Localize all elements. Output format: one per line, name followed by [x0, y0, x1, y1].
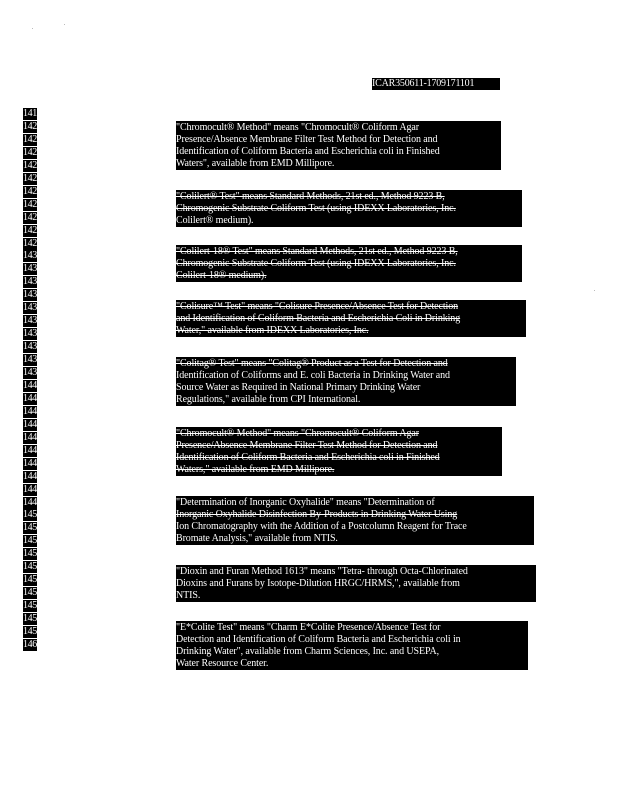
- line-number: 1442: [23, 406, 42, 417]
- line-number: 1443: [23, 419, 42, 430]
- line-number: 1458: [23, 613, 42, 624]
- line-number: 1457: [23, 600, 42, 611]
- line-number: 1439: [23, 367, 42, 378]
- definition-block: [176, 190, 522, 227]
- line-number: 1447: [23, 471, 42, 482]
- definition-line: "Colitag® Test" means "Colitag® Product as a Test for Detection and: [176, 358, 448, 369]
- definition-line: NTIS.: [176, 590, 201, 601]
- line-number: 1426: [23, 199, 42, 210]
- line-number: 1448: [23, 484, 42, 495]
- definition-line: Drinking Water", available from Charm Sciences, Inc. and USEPA,: [176, 646, 440, 657]
- line-number: 1456: [23, 587, 42, 598]
- line-number: 1459: [23, 626, 42, 637]
- line-number: 1441: [23, 393, 42, 404]
- line-number: 1440: [23, 380, 42, 391]
- line-number: 1455: [23, 574, 42, 585]
- line-number: 1423: [23, 160, 42, 171]
- line-number: 1460: [23, 639, 42, 650]
- line-number: 1434: [23, 302, 42, 313]
- line-number: 1450: [23, 509, 42, 520]
- definition-block: [176, 427, 502, 476]
- line-number: 1428: [23, 225, 42, 236]
- line-number: 1438: [23, 354, 42, 365]
- definition-block: [176, 300, 526, 337]
- scan-speck: [594, 290, 595, 291]
- definition-line: "Chromocult® Method" means "Chromocult® Coliform Agar: [176, 428, 419, 439]
- definition-line: Ion Chromatography with the Addition of a Postcolumn Reagent for Trace: [176, 521, 467, 532]
- definition-line: Water Resource Center.: [176, 658, 269, 669]
- line-number: 1446: [23, 458, 42, 469]
- line-number: 1425: [23, 186, 42, 197]
- definition-line: Waters," available from EMD Millipore.: [176, 464, 335, 475]
- definition-line: Identification of Coliforms and E. coli Bacteria in Drinking Water and: [176, 370, 450, 381]
- definition-line: Inorganic Oxyhalide Disinfection By-Products in Drinking Water Using: [176, 509, 458, 520]
- definition-line: "Colilert-18® Test" means Standard Methods, 21st ed., Method 9223 B,: [176, 246, 458, 257]
- definition-line: "Dioxin and Furan Method 1613" means "Tetra- through Octa-Chlorinated: [176, 566, 468, 577]
- definition-line: Dioxins and Furans by Isotope-Dilution HRGC/HRMS,", available from: [176, 578, 460, 589]
- line-number: 1452: [23, 535, 42, 546]
- line-number: 1435: [23, 315, 42, 326]
- definition-line: Presence/Absence Membrane Filter Test Method for Detection and: [176, 134, 438, 145]
- definition-block: [176, 496, 534, 545]
- line-number: 1429: [23, 238, 42, 249]
- definition-block: [176, 121, 501, 170]
- line-number: 1421: [23, 134, 42, 145]
- definition-block: [176, 245, 522, 282]
- definition-line: Detection and Identification of Coliform Bacteria and Escherichia coli in: [176, 634, 461, 645]
- definition-line: Identification of Coliform Bacteria and Escherichia coli in Finished: [176, 452, 440, 463]
- definition-line: "Colilert® Test" means Standard Methods, 21st ed., Method 9223 B,: [176, 191, 445, 202]
- line-number: 1432: [23, 276, 42, 287]
- definition-line: and Identification of Coliform Bacteria and Escherichia Coli in Drinking: [176, 313, 461, 324]
- definition-block: [176, 357, 516, 406]
- definition-line: Chromogenic Substrate Coliform Test (using IDEXX Laboratories, Inc.: [176, 258, 456, 269]
- definition-line: Identification of Coliform Bacteria and Escherichia coli in Finished: [176, 146, 440, 157]
- line-number: 1420: [23, 121, 42, 132]
- definition-line: "Determination of Inorganic Oxyhalide" means "Determination of: [176, 497, 435, 508]
- line-number: 1433: [23, 289, 42, 300]
- definition-line: Water," available from IDEXX Laboratories, Inc.: [176, 325, 369, 336]
- definition-line: Bromate Analysis," available from NTIS.: [176, 533, 338, 544]
- definition-line: Waters", available from EMD Millipore.: [176, 158, 335, 169]
- definition-line: Regulations," available from CPI International.: [176, 394, 361, 405]
- line-number: 1449: [23, 497, 42, 508]
- line-number: 1454: [23, 561, 42, 572]
- line-number: 1419: [23, 108, 42, 119]
- scan-speck: [64, 24, 65, 25]
- line-number: 1422: [23, 147, 42, 158]
- definition-line: Chromogenic Substrate Coliform Test (using IDEXX Laboratories, Inc.: [176, 203, 456, 214]
- line-number: 1431: [23, 263, 42, 274]
- definition-block: [176, 621, 528, 670]
- line-number: 1427: [23, 212, 42, 223]
- definition-line: Presence/Absence Membrane Filter Test Method for Detection and: [176, 440, 438, 451]
- definition-line: Source Water as Required in National Primary Drinking Water: [176, 382, 421, 393]
- line-number: 1453: [23, 548, 42, 559]
- scan-speck: [32, 28, 33, 29]
- definition-line: "Chromocult® Method" means "Chromocult® Coliform Agar: [176, 122, 419, 133]
- definition-line: Colilert-18® medium).: [176, 270, 267, 281]
- line-number: 1424: [23, 173, 42, 184]
- document-id: ICAR350611-1709171101: [372, 78, 500, 90]
- line-number: 1451: [23, 522, 42, 533]
- definition-line: "E*Colite Test" means "Charm E*Colite Presence/Absence Test for: [176, 622, 441, 633]
- line-number: 1430: [23, 250, 42, 261]
- definition-line: "Colisure™ Test" means "Colisure Presence/Absence Test for Detection: [176, 301, 459, 312]
- line-number: 1436: [23, 328, 42, 339]
- line-number: 1444: [23, 432, 42, 443]
- line-number: 1437: [23, 341, 42, 352]
- definition-block: [176, 565, 536, 602]
- definition-line: Colilert® medium).: [176, 215, 254, 226]
- line-number: 1445: [23, 445, 42, 456]
